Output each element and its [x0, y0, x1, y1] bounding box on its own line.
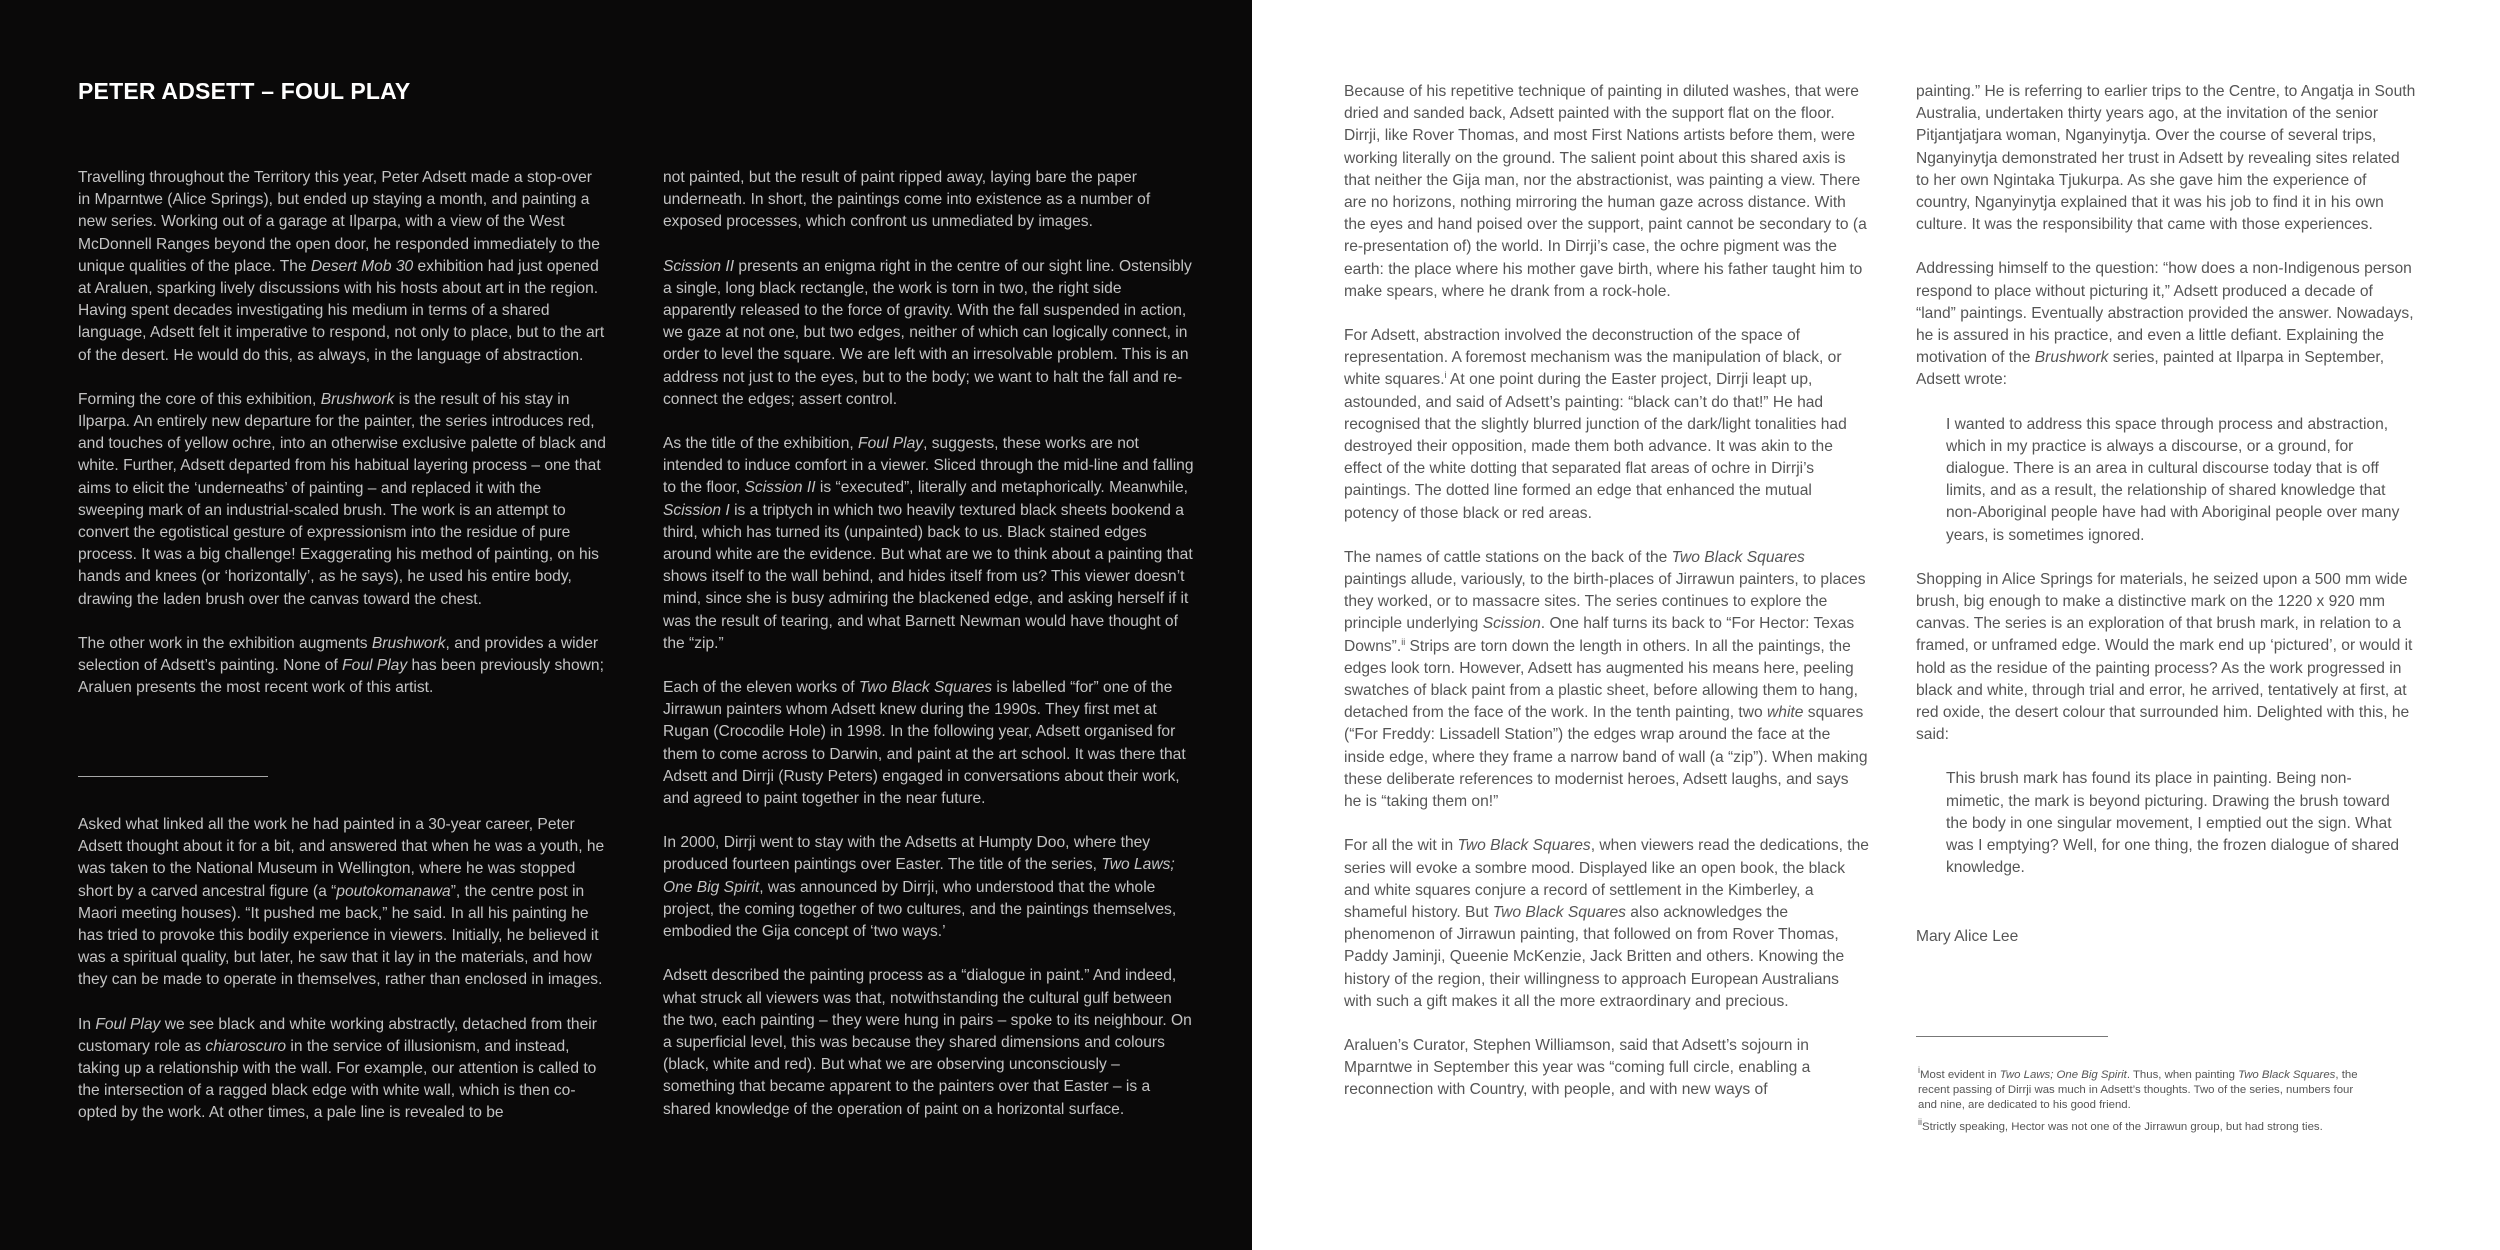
italic-text: Scission II — [663, 257, 735, 275]
footnote-marker: ii — [1918, 1116, 1922, 1127]
paragraph: not painted, but the result of paint ripped away, laying bare the paper underneath. In short, the paintings come into existence as a number of exposed processes, which confront us unmediated by images. — [663, 169, 1151, 231]
block-quote: I wanted to address this space through process and abstraction, which in my practice is always a discourse, or a ground, for dialogue. There is an area in cultural discourse today that is off limits, and as a result, the relationship of shared knowledge that non-Aboriginal people have had with Aboriginal people over many years, is sometimes ignored. — [1946, 415, 2400, 544]
paragraph: Asked what linked all the work he had painted in a 30-year career, Peter Adsett thought about it for a bit, and answered that when he was a youth, he was taken to the National Museum in Wellington, where he was stopped short by a carved ancestral figure (a “poutokomanawa”, the centre post in Maori meeting houses). “It pushed me back,” he said. In all his painting he has tried to provoke this bodily experience in viewers. Initially, he believed it was a spiritual quality, but later, he saw that it lay in the materials, and how they can be made to operate in themselves, rather than enclosed in images. — [78, 816, 605, 989]
paragraph: For all the wit in Two Black Squares, when viewers read the dedications, the series will evoke a sombre mood. Displayed like an open book, the black and white squares conjure a record of settlement in the Kimberley, a shameful history. But Two Black Squares also acknowledges the phenomenon of Jirrawun painting, that followed on from Rover Thomas, Paddy Jaminji, Queenie McKenzie, Jack Britten and others. Knowing the history of the region, their willingness to approach European Australians with such a gift makes it all the more extraordinary and precious. — [1344, 837, 1869, 1010]
italic-text: white — [1767, 704, 1804, 722]
italic-text: Foul Play — [858, 435, 924, 453]
footnote-marker: i — [1918, 1065, 1920, 1076]
column-1 — [78, 167, 606, 721]
italic-text: Brushwork — [320, 390, 395, 408]
paragraph: In Foul Play we see black and white working abstractly, detached from their customary role as chiaroscuro in the service of illusionism, and instead, taking up a relationship with the wall. For example, our attention is called to the intersection of a ragged black edge with white wall, which is then co-opted by the work. At other times, a pale line is revealed to be — [78, 1015, 597, 1122]
italic-text: poutokomanawa — [336, 882, 451, 900]
paragraph: Each of the eleven works of Two Black Squares is labelled “for” one of the Jirrawun painters whom Adsett knew during the 1990s. They first met at Rugan (Crocodile Hole) in 1998. In the following year, Adsett organised for them to come across to Darwin, and paint at the art school. It was there that Adsett and Dirrji (Rusty Peters) engaged in conversations about their work, and agreed to paint together in the near future. — [663, 679, 1186, 808]
italic-text: Desert Mob 30 — [310, 257, 414, 275]
footnote-marker: ii — [1401, 636, 1406, 647]
italic-text: Scission — [1482, 615, 1541, 633]
footnotes — [1918, 1065, 2368, 1141]
italic-text: Two Laws; One Big Spirit — [1999, 1069, 2127, 1081]
paragraph: The other work in the exhibition augments Brushwork, and provides a wider selection of Adsett’s painting. None of Foul Play has been previously shown; Araluen presents the most recent work of this artist. — [78, 634, 604, 697]
paragraph: In 2000, Dirrji went to stay with the Adsetts at Humpty Doo, where they produced fourteen paintings over Easter. The title of the series, Two Laws; One Big Spirit, was announced by Dirrji, who understood that the whole project, the coming together of two cultures, and the paintings themselves, embodied the Gija concept of ‘two ways.’ — [663, 834, 1177, 941]
paragraph: Travelling throughout the Territory this year, Peter Adsett made a stop-over in Mparntwe (Alice Springs), but ended up staying a month, and painting a new series. Working out of a garage at Ilparpa, with a view of the West McDonnell Ranges beyond the open door, he responded immediately to the unique qualities of the place. The Desert Mob 30 exhibition had just opened at Araluen, sparking lively discussions with his hosts about art in the region. Having spent decades investigating his medium in terms of a shared language, Adsett felt it imperative to respond, not only to place, but to the art of the desert. He would do this, as always, in the language of abstraction. — [78, 169, 605, 364]
italic-text: Two Black Squares — [2238, 1069, 2336, 1081]
footnote: $^i$Most evident in Two Laws; One Big Spirit. Thus, when painting Two Black Squares, the recent passing of Dirrji was much in Adsett’s thoughts. Two of the series, numbers four and nine, are dedicated to his good friend. — [1918, 1065, 2358, 1112]
paragraph: Because of his repetitive technique of painting in diluted washes, that were dried and sanded back, Adsett painted with the support flat on the floor. Dirrji, like Rover Thomas, and most First Nations artists before them, were working literally on the ground. The salient point about this shared axis is that neither the Gija man, nor the abstractionist, was painting a view. There are no horizons, nothing mirroring the human gaze across distance. With the eyes and hand poised over the support, paint cannot be secondary to (a re-presentation of) the world. In Dirrji’s case, the ochre pigment was the earth: the place where his mother gave birth, where his father taught him to make spears, where he drank from a rock-hole. — [1344, 83, 1867, 300]
article-title: PETER ADSETT – FOUL PLAY — [78, 78, 411, 104]
paragraph: For Adsett, abstraction involved the deconstruction of the space of representation. A foremost mechanism was the manipulation of black, or white squares.$^i$ At one point during the Easter project, Dirrji leapt up, astounded, and said of Adsett’s painting: “black can’t do that!” He had recognised that the slightly blurred junction of the dark/light tonalities had destroyed their opposition, made them both advance. It was akin to the effect of the white dotting that separated flat areas of ochre in Dirrji’s paintings. The dotted line formed an edge that enhanced the mutual potency of those black or red areas. — [1344, 327, 1847, 522]
paragraph: Forming the core of this exhibition, Brushwork is the result of his stay in Ilparpa. An entirely new departure for the painter, the series introduces red, and touches of yellow ochre, into an otherwise exclusive palette of black and white. Further, Adsett departed from his habitual layering process – one that aims to elicit the ‘underneaths’ of painting – and replaced it with the sweeping mark of an industrial-scaled brush. The work is an attempt to convert the egotistical gesture of expressionism into the residue of pure process. It was a big challenge! Exaggerating his method of painting, on his hands and knees (or ‘horizontally’, as he says), he used his entire body, drawing the laden brush over the canvas toward the chest. — [78, 390, 606, 608]
column-2 — [663, 167, 1195, 1143]
italic-text: Two Black Squares — [858, 679, 993, 697]
italic-text: Scission II — [744, 479, 816, 497]
paragraph: Addressing himself to the question: “how does a non-Indigenous person respond to place without picturing it,” Adsett produced a decade of “land” paintings. Eventually abstraction provided the answer. Nowadays, he is assured in his practice, and even a little defiant. Explaining the motivation of the Brushwork series, painted at Ilparpa in September, Adsett wrote: — [1916, 260, 2414, 389]
italic-text: Foul Play — [342, 657, 408, 675]
author-signature: Mary Alice Lee — [1916, 927, 2019, 945]
section-divider — [78, 776, 268, 777]
footnote-marker: i — [1444, 370, 1447, 381]
italic-text: Two Black Squares — [1492, 903, 1626, 921]
italic-text: Two Black Squares — [1671, 548, 1805, 566]
paragraph: The names of cattle stations on the back of the Two Black Squares paintings allude, variously, to the birth-places of Jirrawun painters, to places they worked, or to massacre sites. The series continues to explore the principle underlying Scission. One half turns its back to “For Hector: Texas Downs”.$^{ii}$ Strips are torn down the length in others. In all the paintings, the edges look torn. However, Adsett has augmented his means here, peeling swatches of black paint from a plastic sheet, before allowing them to hang, detached from the face of the work. In the tenth painting, two white squares (“For Freddy: Lissadell Station”) the edges wrap around the face at the inside edge, where they frame a narrow band of wall (a “zip”). When making these deliberate references to modernist heroes, Adsett laughs, and says he is “taking them on!” — [1344, 548, 1868, 811]
italic-text: Brushwork — [371, 634, 446, 652]
paragraph: Araluen’s Curator, Stephen Williamson, said that Adsett’s sojourn in Mparntwe in September this year was “coming full circle, enabling a reconnection with Country, with people, and with new ways of — [1344, 1036, 1811, 1099]
column-3 — [1344, 81, 1869, 1124]
footnote: $^{ii}$Strictly speaking, Hector was not one of the Jirrawun group, but had strong ties. — [1918, 1116, 2323, 1133]
italic-text: Brushwork — [2034, 349, 2109, 367]
block-quote: This brush mark has found its place in painting. Being non-mimetic, the mark is beyond picturing. Drawing the brush toward the body in one singular movement, I emptied out the sign. What was I emptying? Well, for one thing, the frozen dialogue of shared knowledge. — [1946, 770, 2400, 877]
italic-text: chiaroscuro — [205, 1037, 287, 1055]
column-1-continued — [78, 814, 606, 1147]
paragraph: painting.” He is referring to earlier trips to the Centre, to Angatja in South Australia, undertaken thirty years ago, at the invitation of the senior Pitjantjatjara woman, Nganyinytja. Over the course of several trips, Nganyinytja demonstrated her trust in Adsett by revealing sites related to her own Ngintaka Tjukurpa. As she gave him the experience of country, Nganyinytja explained that it was his job to find it in his own culture. It was the responsibility that came with those experiences. — [1916, 83, 2416, 234]
italic-text: Foul Play — [95, 1015, 161, 1033]
paragraph: Scission II presents an enigma right in the centre of our sight line. Ostensibly a single, long black rectangle, the work is torn in two, the right side apparently released to the force of gravity. With the fall suspended in action, we gaze at not one, but two edges, neither of which can logically connect, in order to level the square. We are left with an irresolvable problem. This is an address not just to the eyes, but to the body; we want to halt the fall and re-connect the edges; assert control. — [663, 257, 1192, 408]
italic-text: Two Laws; One Big Spirit — [663, 856, 1175, 896]
italic-text: Two Black Squares — [1457, 837, 1591, 855]
paragraph: As the title of the exhibition, Foul Play, suggests, these works are not intended to induce comfort in a viewer. Sliced through the mid-line and falling to the floor, Scission II is “executed”, literally and metaphorically. Meanwhile, Scission I is a triptych in which two heavily textured black sheets bookend a third, which has turned its (unpainted) back to us. Black stained edges around white are the evidence. But what are we to think about a painting that shows itself to the wall behind, and hides itself from us? This viewer doesn’t mind, since she is busy admiring the blackened edge, and asking herself if it was the result of tearing, and what Barnett Newman would have thought of the “zip.” — [663, 435, 1194, 652]
italic-text: Scission I — [663, 501, 730, 519]
paragraph: Adsett described the painting process as a “dialogue in paint.” And indeed, what struck all viewers was that, notwithstanding the cultural gulf between the two, each painting – they were hung in pairs – spoke to its neighbour. On a superficial level, this was because they shared dimensions and colours (black, white and red). But what we are observing unconsciously – something that became apparent to the painters over that Easter – is a shared knowledge of the operation of paint on a horizontal surface. — [663, 967, 1192, 1118]
column-4 — [1916, 81, 2416, 970]
paragraph: Shopping in Alice Springs for materials, he seized upon a 500 mm wide brush, big enough to make a distinctive mark on the 1220 x 920 mm canvas. The series is an exploration of that brush mark, in relation to a framed, or unframed edge. Would the mark end up ‘pictured’, or would it hold as the residue of the painting process? As the work progressed in black and white, through trial and error, he arrived, tentatively at first, at red oxide, the desert colour that surrounded him. Delighted with this, he said: — [1916, 570, 2413, 744]
footnote-divider — [1916, 1036, 2108, 1037]
